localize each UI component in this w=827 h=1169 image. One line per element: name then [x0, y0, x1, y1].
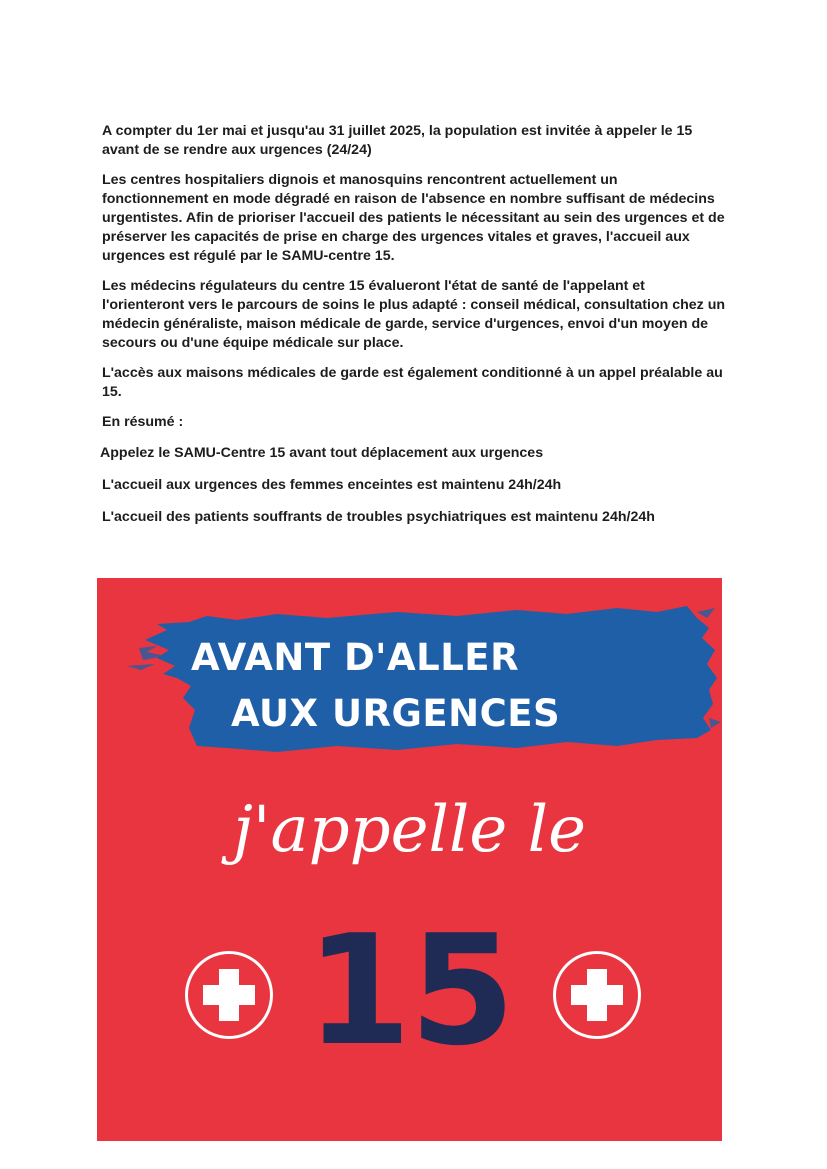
- summary-line-pregnant-women: L'accueil aux urgences des femmes enceintes est maintenu 24h/24h: [102, 477, 562, 493]
- summary-line-psychiatric: L'accueil des patients souffrants de troubles psychiatriques est maintenu 24h/24h: [102, 509, 655, 525]
- poster-headline-line2: AUX URGENCES: [231, 692, 561, 735]
- emergency-number: 15: [305, 902, 514, 1079]
- summary-line-call-samu: Appelez le SAMU-Centre 15 avant tout déplacement aux urgences: [100, 445, 544, 461]
- notice-paragraph-regulation: Les médecins régulateurs du centre 15 évalueront l'état de santé de l'appelant et l'orienteront vers le parcours de soins le plus adapté : conseil médical, consultation chez un médecin généraliste, maison médicale de garde, service d'urgences, envoi d'un moyen de secours ou d'une équipe médicale sur place.: [102, 278, 726, 351]
- notice-text: [102, 122, 727, 540]
- notice-paragraph-situation: Les centres hospitaliers dignois et manosquins rencontrent actuellement un fonctionnement en mode dégradé en raison de l'absence en nombre suffisant de médecins urgentistes. Afin de prioriser l'accueil des patients le nécessitant au sein des urgences et de préserver les capacités de prise en charge des urgences vitales et graves, l'accueil aux urgences est régulé par le SAMU-centre 15.: [102, 172, 725, 264]
- medical-cross-icon: [553, 951, 641, 1039]
- poster-script-text: j'appelle le: [233, 793, 586, 867]
- notice-paragraph-medical-houses: L'accès aux maisons médicales de garde est également conditionné à un appel préalable au 15.: [102, 365, 723, 400]
- summary-heading: En résumé :: [102, 414, 184, 430]
- call-15-poster: [97, 578, 722, 1141]
- poster-headline-line1: AVANT D'ALLER: [191, 636, 520, 679]
- notice-paragraph-intro: A compter du 1er mai et jusqu'au 31 juillet 2025, la population est invitée à appeler le 15 avant de se rendre aux urgences (24/24): [102, 123, 693, 158]
